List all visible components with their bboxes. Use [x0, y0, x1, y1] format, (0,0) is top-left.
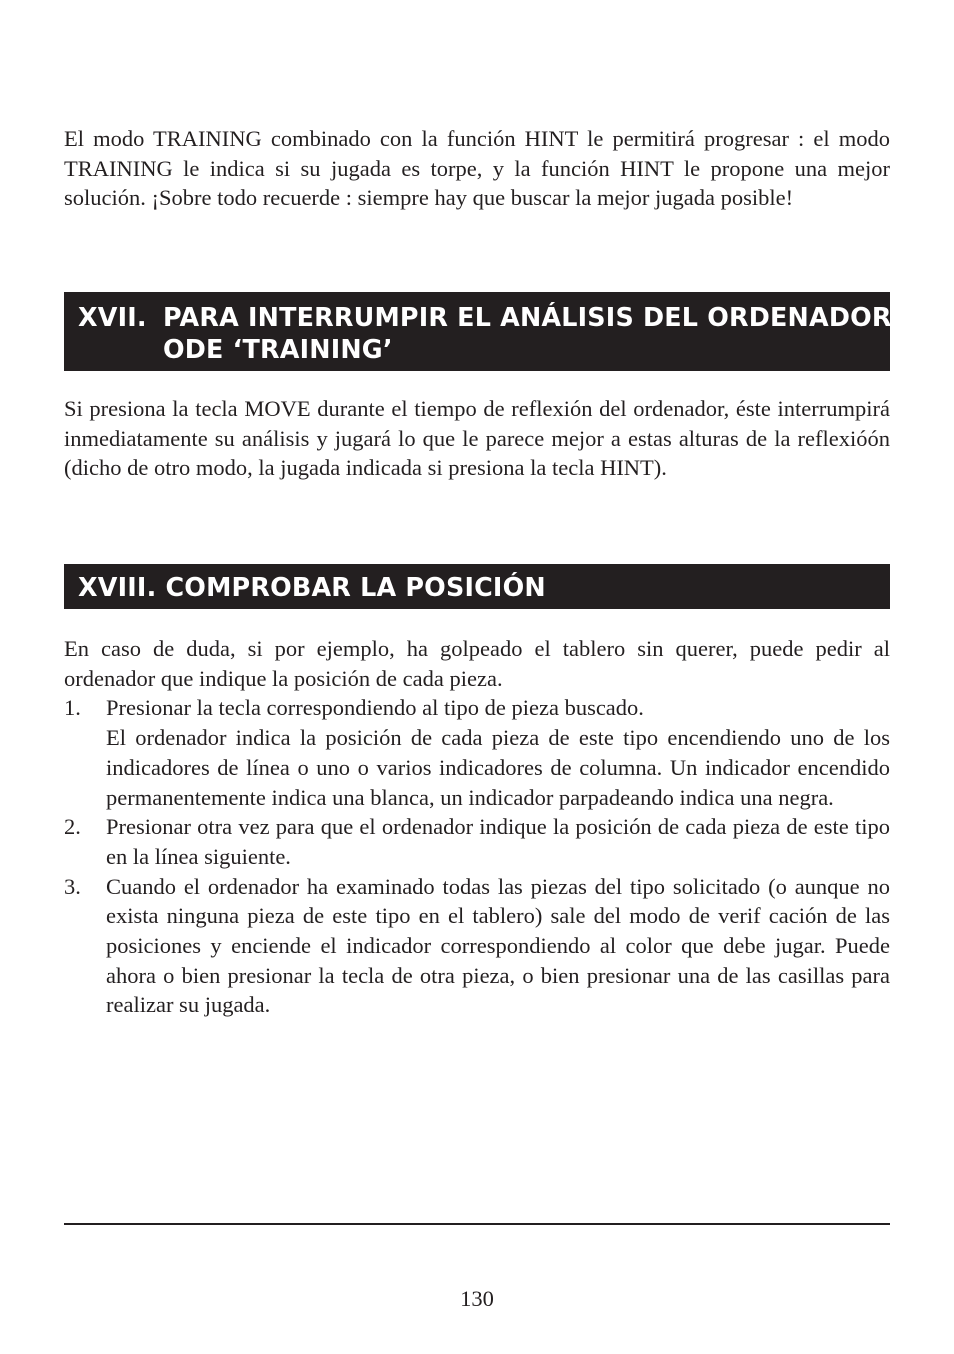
- footer-divider: [64, 1223, 890, 1225]
- step-text: Cuando el ordenador ha examinado todas las piezas del tipo solicitado (o aunque no exista ninguna pieza de este tipo en el tablero) sale del modo de verif cación de las posiciones y enciende el indicador correspondiendo al color que debe jugar. Puede ahora o bien presionar la tecla de otra pieza, o bien presionar una de las casillas para realizar su jugada.: [106, 873, 890, 1018]
- step-number: 3.: [64, 873, 81, 899]
- intro-paragraph: El modo TRAINING combinado con la función HINT le permitirá progresar : el modo TRAINING le indica si su jugada es torpe, y la función HINT le propone una mejor solución. ¡Sobre todo recuerde : siempre hay que buscar la mejor jugada posible!: [64, 126, 890, 211]
- section-title-gap: [156, 571, 165, 603]
- list-item: [64, 872, 890, 1021]
- section-xviii-paragraph: En caso de duda, si por ejemplo, ha golpeado el tablero sin querer, puede pedir al ordenador que indique la posición de cada pieza.: [64, 636, 890, 691]
- section-number: XVII.: [78, 302, 147, 332]
- section-xvii-paragraph: Si presiona la tecla MOVE durante el tiempo de reflexión del ordenador, éste interrumpirá inmediatamente su análisis y jugará lo que le parece mejor a estas alturas de la reflexióón (dicho de otro modo, la jugada indicada si presiona la tecla HINT).: [64, 396, 890, 481]
- section-heading-xviii: [64, 564, 890, 609]
- step-number: 2.: [64, 814, 81, 840]
- page-number: 130: [460, 1286, 494, 1311]
- list-item: [64, 693, 890, 812]
- list-item: [64, 812, 890, 871]
- section-xviii-body: [64, 634, 890, 1020]
- step-extra-text: El ordenador indica la posición de cada pieza de este tipo encendiendo uno de los indicadores de línea o uno o varios indicadores de columna. Un indicador encendido permanentemente indica una blanca, un indicador parpadeando indica una negra.: [106, 725, 890, 810]
- section-number-indent: [78, 333, 163, 365]
- step-text: Presionar otra vez para que el ordenador indique la posición de cada pieza de este tipo en la línea siguiente.: [106, 814, 890, 869]
- step-number: 1.: [64, 695, 81, 721]
- section-title-line-2: ODE ‘TRAINING’: [163, 334, 393, 364]
- section-heading-xvii: [64, 292, 890, 371]
- step-text: Presionar la tecla correspondiendo al tipo de pieza buscado.: [106, 695, 644, 721]
- section-title: COMPROBAR LA POSICIÓN: [165, 572, 546, 602]
- section-number: XVIII.: [78, 572, 157, 602]
- steps-list: [64, 693, 890, 1020]
- section-title-line-1: PARA INTERRUMPIR EL ANÁLISIS DEL ORDENADOR: [163, 302, 892, 332]
